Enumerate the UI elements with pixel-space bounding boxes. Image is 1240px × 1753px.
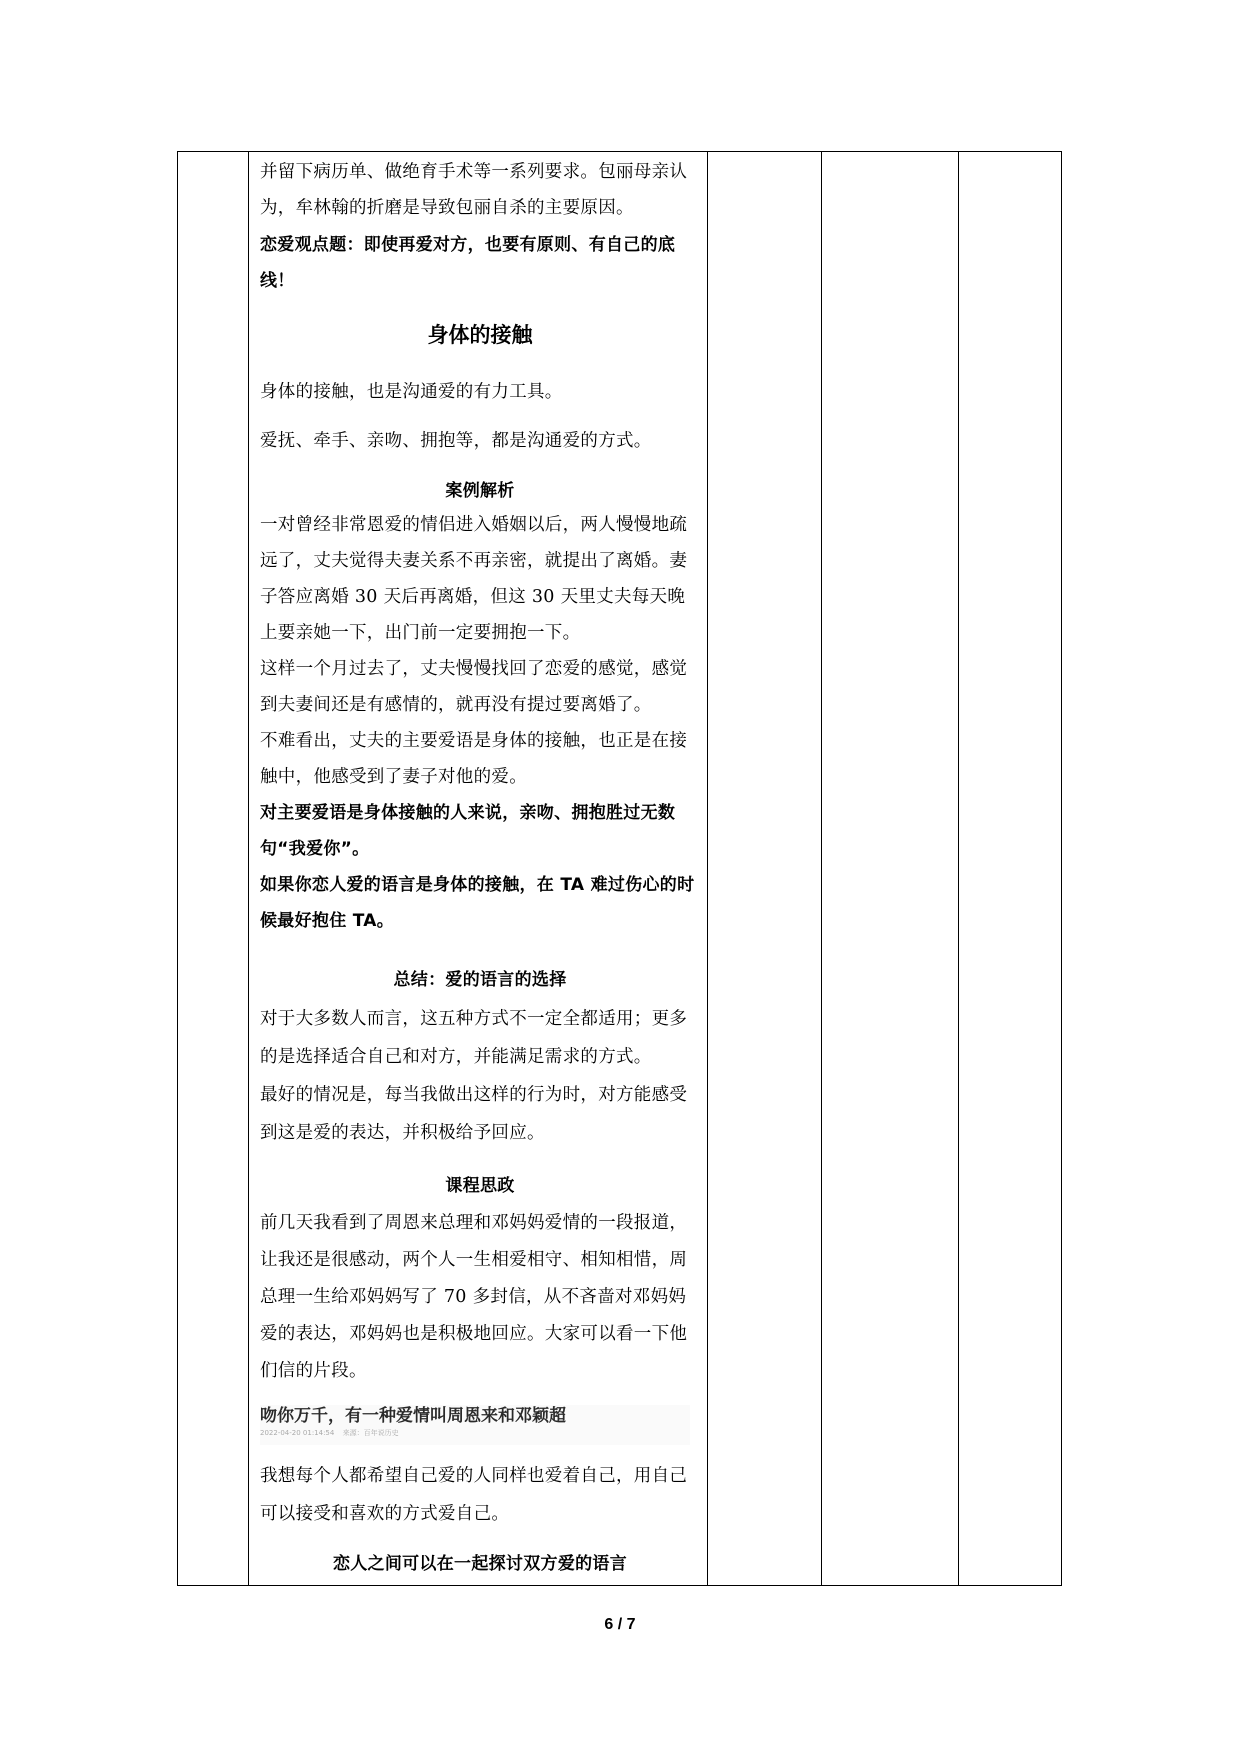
closing-statement: 恋人之间可以在一起探讨双方爱的语言 xyxy=(332,1554,628,1574)
table-col-border-1 xyxy=(177,151,178,1585)
news-headline-image xyxy=(260,1405,690,1445)
paragraph: 最好的情况是，每当我做出这样的行为时，对方能感受到这是爱的表达，并积极给予回应。 xyxy=(260,1085,688,1143)
paragraph: 前几天我看到了周恩来总理和邓妈妈爱情的一段报道，让我还是很感动，两个人一生相爱相守、相知相惜，周总理一生给邓妈妈写了 70 多封信，从不吝啬对邓妈妈爱的表达，邓妈妈也是积极地回应。大家可以看一下他们信的片段。 xyxy=(260,1213,688,1381)
news-date: 2022-04-20 01:14:54 xyxy=(260,1429,335,1437)
news-headline-title: 吻你万千，有一种爱情叫周恩来和邓颖超 xyxy=(260,1406,566,1426)
bold-statement: 对主要爱语是身体接触的人来说，亲吻、拥抱胜过无数句“我爱你”。 xyxy=(260,803,676,859)
paragraph: 身体的接触，也是沟通爱的有力工具。 xyxy=(260,382,563,402)
section-heading-politics: 课程思政 xyxy=(445,1176,515,1196)
case-block xyxy=(260,507,700,939)
table-col-border-3 xyxy=(707,151,708,1585)
paragraph: 不难看出，丈夫的主要爱语是身体的接触，也正是在接触中，他感受到了妻子对他的爱。 xyxy=(260,731,688,787)
table-col-border-4 xyxy=(821,151,822,1585)
paragraph: 我想每个人都希望自己爱的人同样也爱着自己，用自己可以接受和喜欢的方式爱自己。 xyxy=(260,1466,688,1524)
love-view-point: 恋爱观点题：即使再爱对方，也要有原则、有自己的底线！ xyxy=(260,235,676,291)
paragraph: 爱抚、牵手、亲吻、拥抱等，都是沟通爱的方式。 xyxy=(260,431,652,451)
table-col-border-6 xyxy=(1061,151,1062,1585)
news-source: 来源：百年说历史 xyxy=(342,1429,399,1437)
section-heading-summary: 总结：爱的语言的选择 xyxy=(393,970,567,990)
news-headline-meta xyxy=(260,1427,690,1439)
table-col-border-2 xyxy=(248,151,249,1585)
section-heading-touch: 身体的接触 xyxy=(427,323,533,347)
bold-statement: 如果你恋人爱的语言是身体的接触，在 TA 难过伤心的时候最好抱住 TA。 xyxy=(260,875,695,931)
intro-block xyxy=(260,151,700,299)
paragraph: 对于大多数人而言，这五种方式不一定全都适用；更多的是选择适合自己和对方，并能满足需求的方式。 xyxy=(260,1009,688,1067)
summary-block xyxy=(260,1000,700,1152)
paragraph: 这样一个月过去了，丈夫慢慢找回了恋爱的感觉，感觉到夫妻间还是有感情的，就再没有提过要离婚了。 xyxy=(260,659,688,715)
paragraph: 并留下病历单、做绝育手术等一系列要求。包丽母亲认为，牟林翰的折磨是导致包丽自杀的主要原因。 xyxy=(260,162,688,218)
section-heading-case: 案例解析 xyxy=(445,481,515,501)
paragraph: 一对曾经非常恩爱的情侣进入婚姻以后，两人慢慢地疏远了，丈夫觉得夫妻关系不再亲密，就提出了离婚。妻子答应离婚 30 天后再离婚，但这 30 天里丈夫每天晚上要亲她一下，出门前一定要拥抱一下。 xyxy=(260,515,688,643)
page-number: 6 / 7 xyxy=(604,1616,636,1633)
table-bottom-border xyxy=(177,1585,1062,1586)
table-col-border-5 xyxy=(958,151,959,1585)
